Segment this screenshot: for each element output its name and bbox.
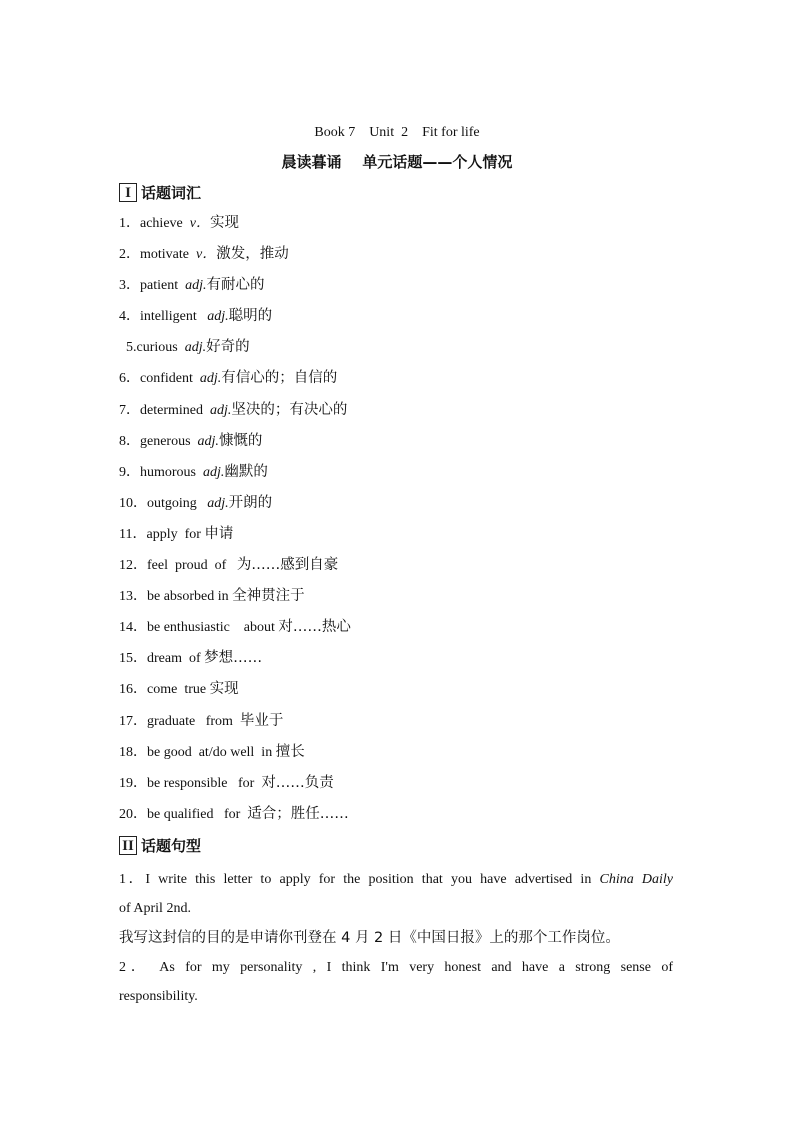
vocab-part-of-speech: v．: [189, 216, 210, 231]
vocab-number: 9．: [119, 464, 140, 480]
vocab-item: [119, 430, 679, 461]
section-label: 话题句型: [141, 836, 202, 855]
vocab-term: be enthusiastic about: [147, 620, 279, 636]
vocab-part-of-speech: adj.: [184, 340, 207, 356]
vocab-number: 11．: [119, 526, 147, 542]
roman-numeral-badge: I: [119, 183, 137, 202]
vocab-part-of-speech: adj.: [199, 371, 222, 387]
vocab-item: [119, 336, 679, 367]
vocab-meaning: 全神贯注于: [232, 588, 305, 605]
vocab-term: determined: [140, 402, 210, 418]
vocab-meaning: 坚决的；有决心的: [231, 401, 348, 418]
vocab-number: 20．: [119, 806, 147, 822]
vocab-number: 19．: [119, 775, 147, 791]
vocab-number: 3．: [119, 278, 140, 294]
vocab-term: dream of: [147, 651, 205, 667]
vocabulary-list: [119, 212, 679, 834]
vocab-part-of-speech: adj.: [207, 495, 229, 511]
vocab-term: graduate from: [147, 713, 240, 729]
sentence-1-translation: 我写这封信的目的是申请你刊登在 4 月 2 日《中国日报》上的那个工作岗位。: [119, 930, 620, 946]
vocab-number: 17．: [119, 713, 147, 729]
vocab-term: confident: [140, 371, 200, 387]
vocab-meaning: 梦想……: [204, 650, 263, 667]
newspaper-name: China Daily: [599, 872, 673, 887]
vocab-term: generous: [140, 433, 198, 449]
vocab-meaning: 有信心的；自信的: [221, 370, 338, 387]
vocab-term: motivate: [140, 247, 196, 263]
vocab-item: [119, 585, 679, 616]
vocab-part-of-speech: adj.: [185, 278, 207, 294]
vocab-meaning: 开朗的: [228, 494, 273, 511]
vocab-meaning: 有耐心的: [206, 277, 265, 294]
vocab-number: 15．: [119, 651, 147, 667]
vocab-number: 5.: [119, 340, 137, 356]
vocab-item: [119, 647, 679, 678]
sentence-2-line-1: 2． As for my personality , I think I'm very honest and have a strong sense of: [119, 960, 673, 975]
vocab-item: [119, 616, 679, 647]
vocab-meaning: 实现: [209, 681, 239, 698]
vocab-number: 18．: [119, 744, 147, 760]
vocab-term: feel proud of: [147, 558, 237, 574]
vocab-meaning: 对……热心: [278, 619, 351, 636]
vocab-meaning: 幽默的: [224, 463, 268, 480]
vocab-number: 12．: [119, 558, 147, 574]
vocab-term: intelligent: [140, 309, 208, 325]
vocab-meaning: 激发，推动: [216, 246, 289, 263]
vocab-meaning: 申请: [204, 525, 234, 542]
vocab-number: 13．: [119, 589, 147, 605]
vocab-number: 8．: [119, 433, 140, 449]
vocab-number: 16．: [119, 682, 147, 698]
vocab-term: be responsible for: [147, 775, 262, 791]
vocab-meaning: 慷慨的: [218, 432, 263, 449]
sentence-2-line-2: responsibility.: [119, 989, 198, 1004]
vocab-item: [119, 523, 679, 554]
vocab-item: [119, 399, 679, 430]
vocab-item: [119, 305, 679, 336]
vocab-meaning: 好奇的: [206, 339, 250, 356]
page-subtitle: 晨读暮诵 单元话题——个人情况: [281, 153, 513, 171]
vocab-meaning: 实现: [209, 215, 239, 231]
vocab-part-of-speech: adj.: [197, 433, 219, 449]
vocab-number: 6．: [119, 371, 140, 387]
vocab-term: apply for: [146, 526, 205, 542]
vocab-term: humorous: [140, 464, 203, 480]
vocab-item: [119, 461, 679, 492]
vocab-term: be absorbed in: [147, 589, 233, 605]
vocab-term: achieve: [140, 216, 190, 231]
vocab-meaning: 聪明的: [228, 308, 273, 325]
vocab-term: curious: [136, 340, 185, 356]
vocab-item: [119, 274, 679, 305]
roman-numeral-badge: II: [119, 836, 137, 855]
vocab-number: 1．: [119, 216, 140, 231]
vocab-item: [119, 710, 679, 741]
vocab-item: [119, 212, 679, 243]
vocab-term: outgoing: [147, 495, 208, 511]
vocab-term: be good at/do well in: [147, 744, 276, 760]
vocab-item: [119, 741, 679, 772]
sentence-text: 1．I write this letter to apply for the position that you have advertised in: [119, 872, 600, 887]
vocab-meaning: 适合；胜任……: [247, 805, 349, 822]
vocab-item: [119, 772, 679, 803]
sentence-patterns: [119, 865, 673, 1011]
vocab-number: 7．: [119, 402, 140, 418]
vocab-item: [119, 367, 679, 398]
vocab-item: [119, 678, 679, 709]
section-label: 话题词汇: [141, 183, 202, 202]
vocab-part-of-speech: v．: [196, 247, 217, 263]
vocab-meaning: 为……感到自豪: [236, 557, 339, 574]
vocab-part-of-speech: adj.: [207, 309, 229, 325]
vocab-item: [119, 803, 679, 834]
vocab-term: be qualified for: [147, 806, 248, 822]
vocab-number: 10．: [119, 495, 147, 511]
vocab-term: come true: [147, 682, 210, 698]
vocab-item: [119, 554, 679, 585]
sentence-1-line-1: [119, 865, 673, 894]
sentence-1-line-2: of April 2nd.: [119, 901, 191, 916]
vocab-meaning: 对……负责: [261, 774, 334, 791]
page-title: Book 7 Unit 2 Fit for life: [314, 125, 480, 140]
vocab-meaning: 毕业于: [239, 712, 284, 729]
section-heading-vocabulary: [119, 182, 201, 202]
vocab-part-of-speech: adj.: [209, 402, 232, 418]
section-heading-sentences: [119, 835, 201, 855]
vocab-number: 14．: [119, 620, 147, 636]
vocab-number: 2．: [119, 247, 140, 263]
vocab-number: 4．: [119, 309, 140, 325]
vocab-item: [119, 492, 679, 523]
vocab-term: patient: [140, 278, 186, 294]
vocab-part-of-speech: adj.: [203, 464, 225, 480]
vocab-item: [119, 243, 679, 274]
vocab-meaning: 擅长: [275, 743, 305, 760]
